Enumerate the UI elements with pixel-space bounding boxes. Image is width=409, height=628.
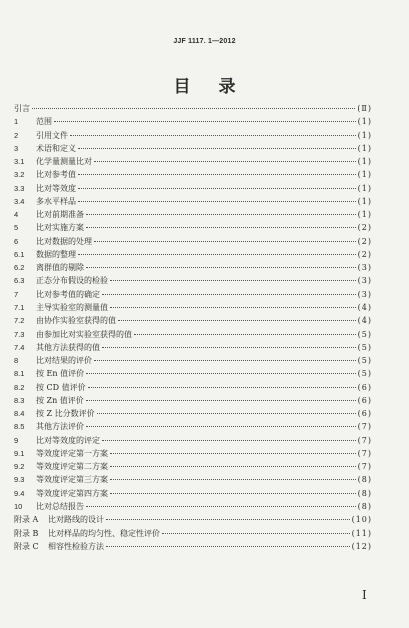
- toc-entry-title: 等效度评定第四方案: [36, 488, 108, 498]
- dot-leader: [78, 174, 356, 175]
- dot-leader: [102, 294, 356, 295]
- toc-entry[interactable]: [14, 129, 372, 142]
- toc-entry-title: 按 Z 比分数评价: [36, 409, 95, 419]
- toc-entry-title: 比对结果的评价: [36, 356, 92, 366]
- toc-entry-number: 6.1: [14, 249, 25, 259]
- toc-entry-title: 离群值的剔除: [36, 263, 84, 273]
- toc-entry-page: (1): [357, 143, 372, 153]
- toc-entry-number: 8.4: [14, 409, 25, 419]
- toc-entry-title: 按 CD 值评价: [36, 382, 86, 392]
- toc-entry-number: 9.2: [14, 462, 25, 472]
- dot-leader: [54, 121, 356, 122]
- standard-header: JJF 1117. 1—2012: [173, 38, 236, 45]
- toc-entry-number: 9.4: [14, 488, 25, 498]
- toc-entry[interactable]: [14, 274, 372, 287]
- toc-entry-page: (8): [357, 501, 372, 511]
- dot-leader: [32, 108, 355, 109]
- toc-entry-number: 7.2: [14, 316, 25, 326]
- toc-entry-page: (10): [351, 515, 372, 525]
- toc-entry[interactable]: [14, 328, 372, 341]
- toc-entry-title: 相容性检验方法: [48, 541, 104, 551]
- toc-entry-number: 6.2: [14, 263, 25, 273]
- toc-entry[interactable]: [14, 142, 372, 155]
- toc-entry[interactable]: [14, 527, 372, 540]
- dot-leader: [88, 387, 356, 388]
- dot-leader: [86, 227, 356, 228]
- toc-entry-title: 其他方法评价: [36, 422, 84, 432]
- toc-entry-title: 按 En 值评价: [36, 369, 85, 379]
- toc-entry-number: 8: [14, 356, 19, 366]
- toc-entry-number: 7.1: [14, 302, 25, 312]
- toc-entry-title: 按 Zn 值评价: [36, 395, 84, 405]
- toc-entry-title: 正态分布假设的检验: [36, 276, 108, 286]
- toc-entry-title: 比对实施方案: [36, 223, 84, 233]
- toc-entry-number: 6.3: [14, 276, 25, 286]
- toc-entry-title: 主导实验室的测量值: [36, 302, 108, 312]
- toc-entry-page: (3): [357, 289, 372, 299]
- toc-entry-number: 4: [14, 210, 19, 220]
- toc-entry-page: (2): [357, 236, 372, 246]
- toc-entry-page: (Ⅱ): [357, 104, 372, 113]
- toc-entry-number: 3.1: [14, 157, 25, 167]
- toc-entry-number: 3.3: [14, 183, 25, 193]
- toc-entry[interactable]: [14, 235, 372, 248]
- dot-leader: [94, 241, 356, 242]
- toc-entry-title: 由协作实验室获得的值: [36, 316, 116, 326]
- toc-entry[interactable]: [14, 354, 372, 367]
- toc-entry-page: (4): [357, 316, 372, 326]
- toc-entry[interactable]: [14, 367, 372, 380]
- toc-entry-number: 8.1: [14, 369, 25, 379]
- toc-entry[interactable]: [14, 434, 372, 447]
- dot-leader: [118, 320, 356, 321]
- dot-leader: [110, 453, 356, 454]
- toc-entry-number: 3.4: [14, 196, 25, 206]
- toc-entry-number: 6: [14, 236, 19, 246]
- toc-entry[interactable]: [14, 540, 372, 553]
- toc-entry-page: (8): [357, 475, 372, 485]
- toc-entry-page: (5): [357, 342, 372, 352]
- toc-entry-page: (1): [357, 157, 372, 167]
- dot-leader: [86, 426, 356, 427]
- toc-entry-page: (11): [351, 528, 372, 538]
- toc-entry-page: (7): [357, 462, 372, 472]
- toc-entry[interactable]: [14, 115, 372, 128]
- toc-entry-title: 比对参考值的确定: [36, 289, 100, 299]
- toc-entry-number: 7.4: [14, 342, 25, 352]
- toc-entry-number: 7: [14, 289, 19, 299]
- dot-leader: [94, 360, 356, 361]
- toc-entry[interactable]: [14, 248, 372, 261]
- dot-leader: [134, 334, 356, 335]
- toc-entry[interactable]: [14, 221, 372, 234]
- toc-entry-page: (7): [357, 448, 372, 458]
- toc-entry-number: 5: [14, 223, 19, 233]
- dot-leader: [102, 440, 356, 441]
- toc-entry-number: 引言: [14, 104, 30, 113]
- toc-entry-title: 等效度评定第二方案: [36, 462, 108, 472]
- toc-entry[interactable]: [14, 460, 372, 473]
- toc-entry[interactable]: [14, 314, 372, 327]
- toc-entry[interactable]: [14, 155, 372, 168]
- toc-entry-number: 3: [14, 143, 19, 153]
- toc-entry-number: 附录 C: [14, 541, 39, 551]
- toc-entry-page: (7): [357, 435, 372, 445]
- toc-entry-title: 比对等效度的评定: [36, 435, 100, 445]
- toc-entry-title: 比对总结报告: [36, 501, 84, 511]
- toc-entry-page: (1): [357, 117, 372, 127]
- toc-entry-page: (4): [357, 302, 372, 312]
- toc-entry-page: (12): [351, 541, 372, 551]
- toc-entry-page: (5): [357, 369, 372, 379]
- toc-entry-page: (2): [357, 249, 372, 259]
- toc-entry[interactable]: [14, 473, 372, 486]
- dot-leader: [78, 148, 356, 149]
- toc-entry-number: 2: [14, 130, 19, 140]
- toc-entry[interactable]: [14, 447, 372, 460]
- toc-entry[interactable]: [14, 182, 372, 195]
- toc-entry-page: (8): [357, 488, 372, 498]
- toc-entry-title: 引用文件: [36, 130, 68, 140]
- toc-entry[interactable]: [14, 407, 372, 420]
- toc-entry-number: 9.3: [14, 475, 25, 485]
- dot-leader: [110, 280, 356, 281]
- toc-entry[interactable]: [14, 102, 372, 115]
- toc-entry[interactable]: [14, 288, 372, 301]
- toc-entry-title: 范围: [36, 117, 52, 127]
- toc-entry-number: 8.3: [14, 395, 25, 405]
- dot-leader: [110, 493, 356, 494]
- dot-leader: [78, 188, 356, 189]
- toc-entry-number: 9: [14, 435, 19, 445]
- toc-entry-number: 附录 B: [14, 528, 39, 538]
- toc-entry-page: (5): [357, 329, 372, 339]
- toc-entry[interactable]: [14, 394, 372, 407]
- dot-leader: [78, 254, 356, 255]
- toc-entry-title: 术语和定义: [36, 143, 76, 153]
- dot-leader: [86, 267, 356, 268]
- toc-entry-page: (6): [357, 409, 372, 419]
- toc-entry-number: 7.3: [14, 329, 25, 339]
- dot-leader: [102, 347, 356, 348]
- dot-leader: [110, 466, 356, 467]
- dot-leader: [86, 400, 356, 401]
- toc-entry-page: (6): [357, 382, 372, 392]
- toc-entry[interactable]: [14, 487, 372, 500]
- toc-entry[interactable]: [14, 513, 372, 526]
- toc-entry[interactable]: [14, 195, 372, 208]
- toc-entry-number: 8.5: [14, 422, 25, 432]
- toc-entry-page: (2): [357, 223, 372, 233]
- toc-entry[interactable]: [14, 301, 372, 314]
- toc-entry-title: 由参加比对实验室获得的值: [36, 329, 132, 339]
- toc-entry[interactable]: [14, 341, 372, 354]
- dot-leader: [110, 307, 356, 308]
- toc-entry-title: 比对样品的均匀性、稳定性评价: [48, 528, 160, 538]
- toc-entry-page: (7): [357, 422, 372, 432]
- dot-leader: [94, 161, 356, 162]
- toc-entry-title: 数据的整理: [36, 249, 76, 259]
- toc-entry[interactable]: [14, 500, 372, 513]
- toc-entry-number: 8.2: [14, 382, 25, 392]
- toc-entry-page: (1): [357, 130, 372, 140]
- toc-entry[interactable]: [14, 168, 372, 181]
- dot-leader: [97, 413, 356, 414]
- dot-leader: [106, 519, 350, 520]
- toc-entry-page: (6): [357, 395, 372, 405]
- dot-leader: [162, 533, 350, 534]
- toc-entry-page: (1): [357, 170, 372, 180]
- toc-entry-title: 等效度评定第三方案: [36, 475, 108, 485]
- toc-entry-page: (3): [357, 276, 372, 286]
- toc-entry[interactable]: [14, 420, 372, 433]
- dot-leader: [78, 201, 356, 202]
- toc-entry-page: (3): [357, 263, 372, 273]
- dot-leader: [86, 373, 356, 374]
- toc-entry-number: 附录 A: [14, 515, 39, 525]
- toc-entry-page: (5): [357, 356, 372, 366]
- toc-entry-title: 化学量测量比对: [36, 157, 92, 167]
- toc-entry-number: 9.1: [14, 448, 25, 458]
- dot-leader: [86, 214, 356, 215]
- toc-entry-page: (1): [357, 183, 372, 193]
- toc-entry[interactable]: [14, 381, 372, 394]
- toc-entry-title: 多水平样品: [36, 196, 76, 206]
- toc-entry-number: 1: [14, 117, 19, 127]
- toc-entry-title: 比对数据的处理: [36, 236, 92, 246]
- toc-entry-title: 比对前期准备: [36, 210, 84, 220]
- toc-entry-page: (1): [357, 196, 372, 206]
- toc-entry-page: (1): [357, 210, 372, 220]
- toc-entry-title: 比对路线的设计: [48, 515, 104, 525]
- toc-entry-number: 3.2: [14, 170, 25, 180]
- toc-entry[interactable]: [14, 208, 372, 221]
- page-title: 目录: [173, 77, 264, 97]
- toc-entry-title: 比对参考值: [36, 170, 76, 180]
- dot-leader: [70, 135, 356, 136]
- toc-entry-title: 等效度评定第一方案: [36, 448, 108, 458]
- table-of-contents: [14, 102, 372, 553]
- page-number: I: [362, 588, 367, 602]
- dot-leader: [106, 546, 350, 547]
- dot-leader: [110, 479, 356, 480]
- dot-leader: [86, 506, 356, 507]
- toc-entry-title: 其他方法获得的值: [36, 342, 100, 352]
- toc-entry[interactable]: [14, 261, 372, 274]
- toc-entry-number: 10: [14, 501, 23, 511]
- toc-entry-title: 比对等效度: [36, 183, 76, 193]
